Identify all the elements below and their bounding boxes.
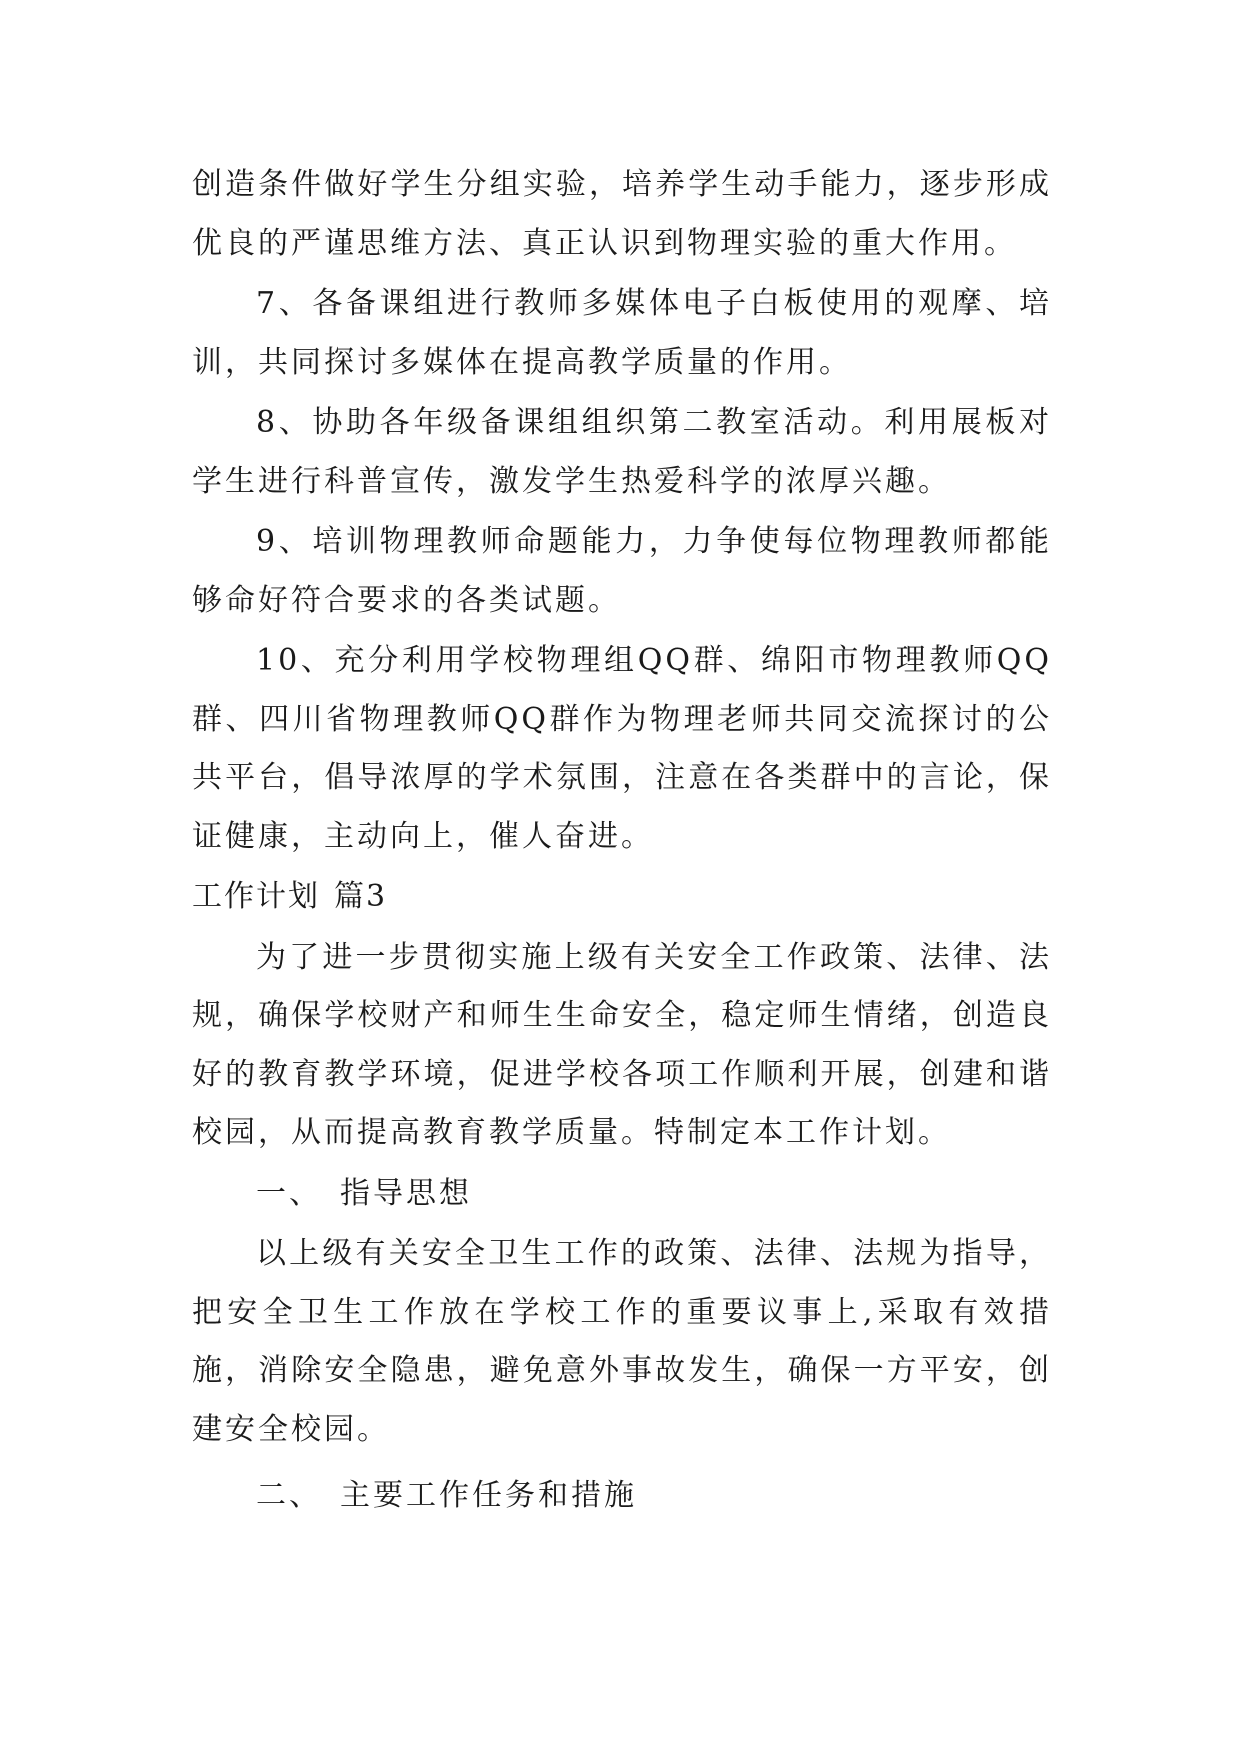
paragraph-experiment-conditions: 创造条件做好学生分组实验，培养学生动手能力，逐步形成优良的严谨思维方法、真正认识到物理实验的重大作用。 bbox=[192, 167, 1052, 261]
guiding-thought-paragraph: 以上级有关安全卫生工作的政策、法律、法规为指导，把安全卫生工作放在学校工作的重要议事上,采取有效措施，消除安全隐患，避免意外事故发生，确保一方平安，创建安全校园。 bbox=[192, 1236, 1052, 1447]
section-intro-paragraph: 为了进一步贯彻实施上级有关安全工作政策、法律、法规，确保学校财产和师生生命安全，稳定师生情绪，创造良好的教育教学环境，促进学校各项工作顺利开展，创建和谐校园，从而提高教育教学质量。特制定本工作计划。 bbox=[192, 939, 1052, 1150]
heading-1-text: 指导思想 bbox=[340, 1175, 472, 1211]
section-title-suffix: 篇3 bbox=[334, 879, 388, 914]
heading-main-tasks bbox=[192, 1467, 1052, 1526]
paragraph-item-9: 9、培训物理教师命题能力，力争使每位物理教师都能够命好符合要求的各类试题。 bbox=[192, 524, 1052, 618]
heading-1-number: 一、 bbox=[256, 1175, 322, 1211]
paragraph-item-10: 10、充分利用学校物理组QQ群、绵阳市物理教师QQ群、四川省物理教师QQ群作为物理老师共同交流探讨的公共平台，倡导浓厚的学术氛围，注意在各类群中的言论，保证健康，主动向上，催人奋进。 bbox=[192, 643, 1052, 854]
heading-guiding-thought bbox=[192, 1165, 1052, 1224]
section-title bbox=[192, 868, 1052, 927]
section-title-text: 工作计划 bbox=[192, 879, 320, 914]
paragraph-item-8: 8、协助各年级备课组组织第二教室活动。利用展板对学生进行科普宣传，激发学生热爱科学的浓厚兴趣。 bbox=[192, 405, 1052, 499]
document-page bbox=[192, 156, 1052, 1528]
heading-2-text: 主要工作任务和措施 bbox=[340, 1478, 637, 1513]
heading-2-number: 二、 bbox=[256, 1478, 322, 1513]
paragraph-item-7: 7、各备课组进行教师多媒体电子白板使用的观摩、培训，共同探讨多媒体在提高教学质量的作用。 bbox=[192, 286, 1052, 380]
